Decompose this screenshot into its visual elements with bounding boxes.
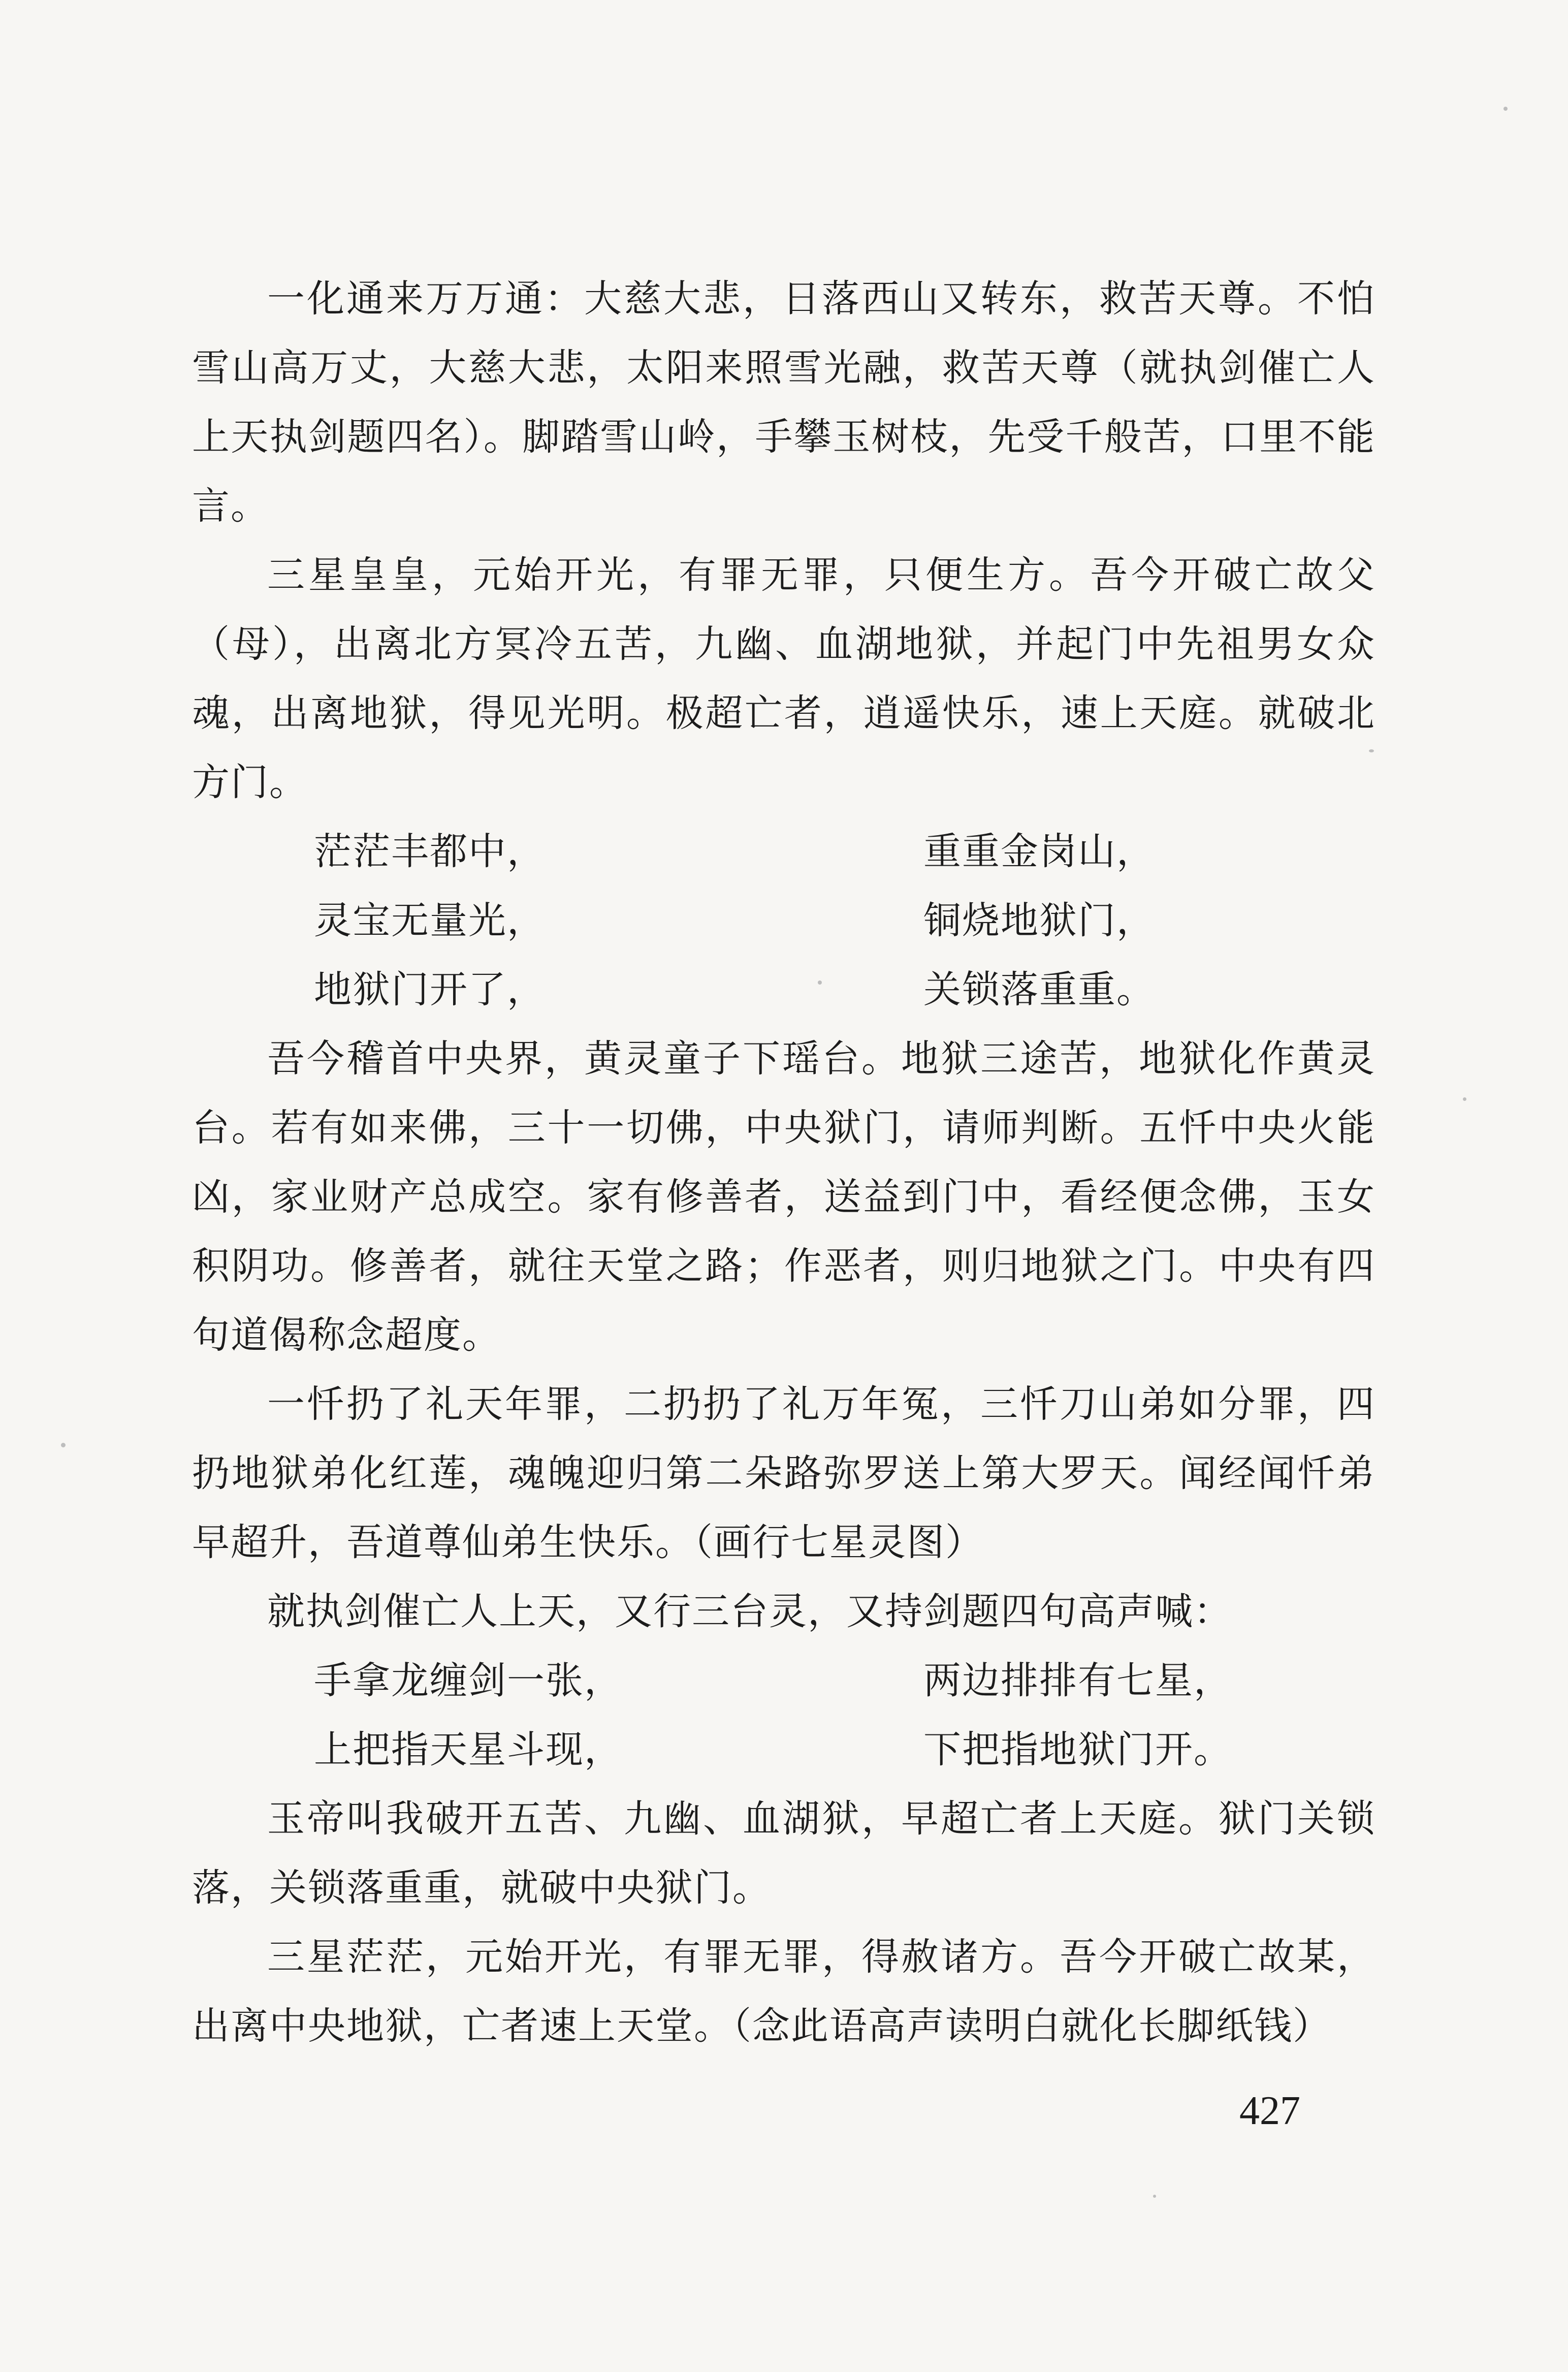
paragraph: 玉帝叫我破开五苦、九幽、血湖狱，早超亡者上天庭。狱门关锁落，关锁落重重，就破中央狱门。: [192, 1797, 1375, 1910]
paragraph: 三星皇皇，元始开光，有罪无罪，只便生方。吾今开破亡故父（母），出离北方冥冷五苦，九幽、血湖地狱，并起门中先祖男女众魂，出离地狱，得见光明。极超亡者，逍遥快乐，速上天庭。就破北方门。: [192, 553, 1375, 804]
paragraph: 就执剑催亡人上天，又行三台灵，又持剑题四句高声喊：: [267, 1590, 1232, 1633]
verse-right: 关锁落重重。: [923, 968, 1155, 1011]
verse-left: 上把指天星斗现，: [314, 1728, 623, 1772]
scan-speck: [1503, 107, 1508, 111]
verse-right: 铜烧地狱门，: [923, 899, 1155, 942]
verse-line: [192, 1646, 1375, 1715]
verse-line: [192, 955, 1375, 1024]
page-body: [192, 264, 1375, 2061]
scan-speck: [61, 1443, 66, 1447]
paragraph: 一忏扔了礼天年罪，二扔扔了礼万年冤，三忏刀山弟如分罪，四扔地狱弟化红莲，魂魄迎归第二朵路弥罗送上第大罗天。闻经闻忏弟早超升，吾道尊仙弟生快乐。（画行七星灵图）: [192, 1382, 1375, 1564]
verse-right: 下把指地狱门开。: [923, 1728, 1232, 1772]
scan-speck: [1153, 2195, 1156, 2198]
verse-left: 手拿龙缠剑一张，: [314, 1659, 623, 1702]
paragraph: 一化通来万万通：大慈大悲，日落西山又转东，救苦天尊。不怕雪山高万丈，大慈大悲，太阳来照雪光融，救苦天尊（就执剑催亡人上天执剑题四名）。脚踏雪山岭，手攀玉树枝，先受千般苦，口里不能言。: [192, 277, 1375, 528]
verse-line: [192, 886, 1375, 955]
scan-speck: [1369, 749, 1374, 752]
page-number: 427: [1239, 2089, 1300, 2133]
verse-line: [192, 817, 1375, 886]
verse-left: 茫茫丰都中，: [314, 830, 546, 873]
scan-speck: [1463, 1097, 1466, 1101]
paragraph: 三星茫茫，元始开光，有罪无罪，得赦诸方。吾今开破亡故某，出离中央地狱，亡者速上天堂。（念此语高声读明白就化长脚纸钱）: [192, 1935, 1375, 2048]
verse-left: 灵宝无量光，: [314, 899, 546, 942]
scan-speck: [818, 981, 822, 985]
verse-right: 重重金岗山，: [923, 830, 1155, 873]
paragraph: 吾今稽首中央界，黄灵童子下瑶台。地狱三途苦，地狱化作黄灵台。若有如来佛，三十一切佛，中央狱门，请师判断。五忏中央火能凶，家业财产总成空。家有修善者，送益到门中，看经便念佛，玉女积阴功。修善者，就往天堂之路；作恶者，则归地狱之门。中央有四句道偈称念超度。: [192, 1037, 1375, 1357]
verse-line: [192, 1715, 1375, 1784]
verse-right: 两边排排有七星，: [923, 1659, 1232, 1702]
verse-left: 地狱门开了，: [314, 968, 546, 1011]
